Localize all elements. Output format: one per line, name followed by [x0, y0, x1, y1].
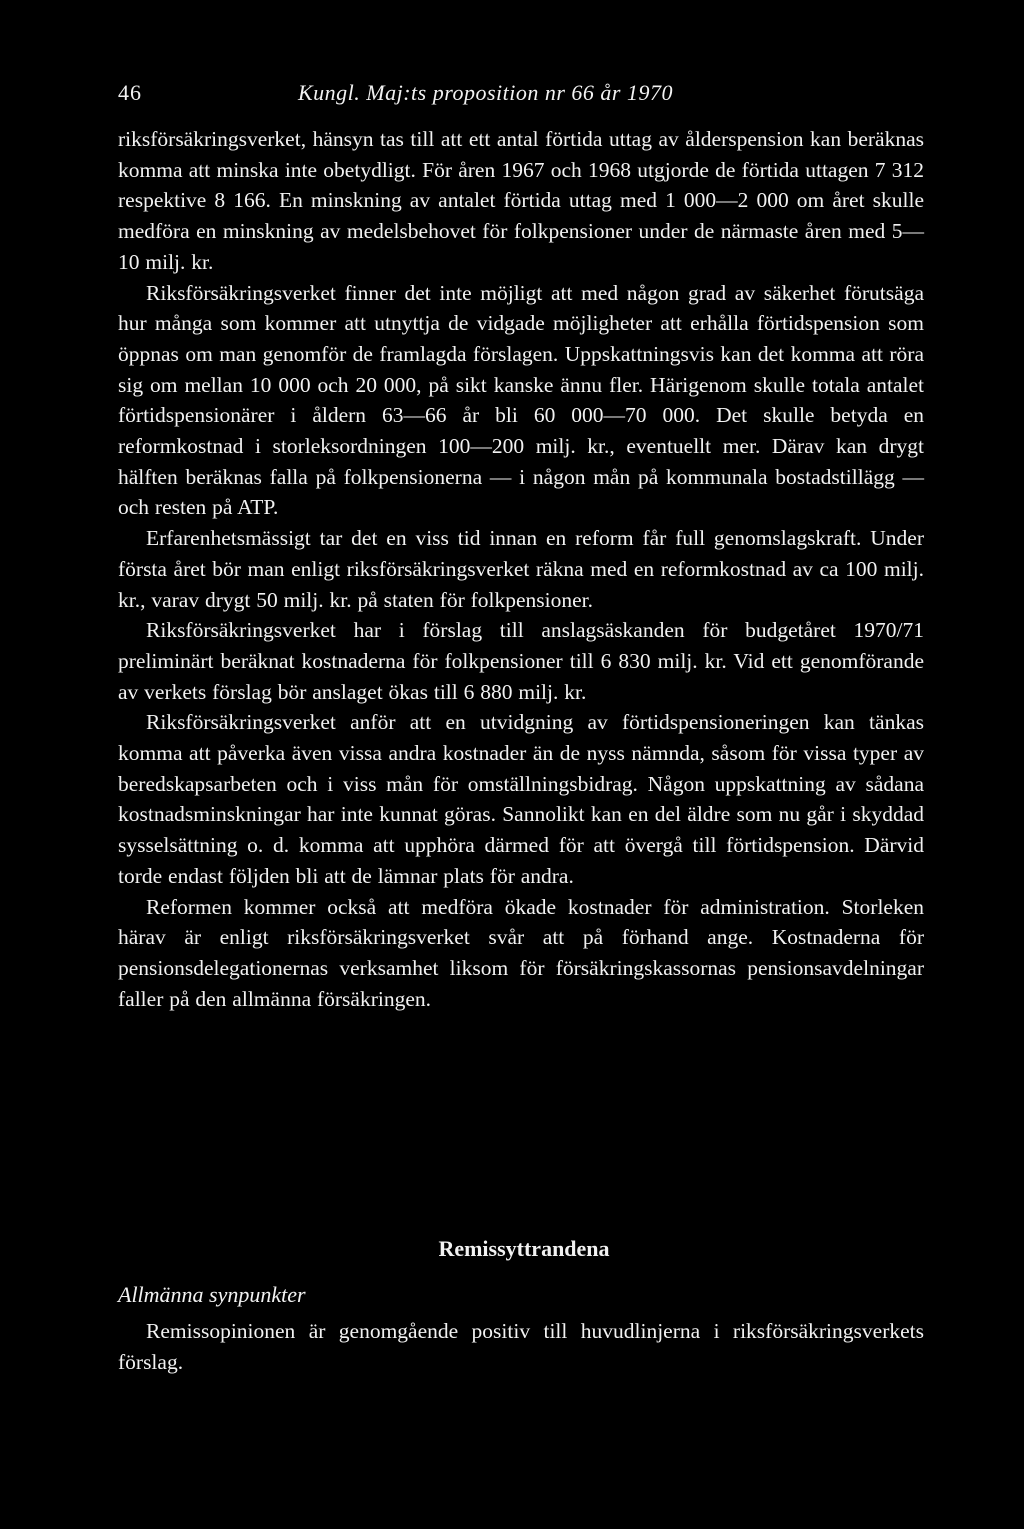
- page-header: [118, 80, 918, 110]
- paragraph: Remissopinionen är genomgående positiv till huvudlinjerna i riksförsäkringsverkets förslag.: [118, 1319, 924, 1374]
- paragraph: Riksförsäkringsverket har i förslag till anslagsäskanden för budgetåret 1970/71 preliminärt beräknat kostnaderna för folkpensioner till 6 830 milj. kr. Vid ett genomförande av verkets förslag bör anslaget ökas till 6 880 milj. kr.: [118, 618, 924, 704]
- paragraph: Riksförsäkringsverket finner det inte möjligt att med någon grad av säkerhet förutsäga hur många som kommer att utnyttja de vidgade möjligheter att erhålla förtidspension som öppnas om man genomför de framlagda förslagen. Uppskattningsvis kan det komma att röra sig om mellan 10 000 och 20 000, på sikt kanske ännu fler. Härigenom skulle totala antalet förtidspensionärer i åldern 63—66 år bli 60 000—70 000. Det skulle betyda en reformkostnad i storleksordningen 100—200 milj. kr., eventuellt mer. Därav kan drygt hälften beräknas falla på folkpensionerna — i någon mån på kommunala bostadstillägg — och resten på ATP.: [118, 280, 924, 520]
- paragraph: Reformen kommer också att medföra ökade kostnader för administration. Storleken härav är enligt riksförsäkringsverket svår att på förhand ange. Kostnaderna för pensionsdelegationernas verksamhet liksom för försäkringskassornas pensionsavdelningar faller på den allmänna försäkringen.: [118, 894, 924, 1011]
- section-subheading: Allmänna synpunkter: [118, 1282, 306, 1307]
- page-number: 46: [118, 80, 142, 105]
- running-title: Kungl. Maj:ts proposition nr 66 år 1970: [298, 80, 673, 105]
- paragraph-continuation: riksförsäkringsverket, hänsyn tas till att ett antal förtida uttag av ålderspension kan beräknas komma att minska inte obetydligt. För åren 1967 och 1968 utgjorde de förtida uttagen 7 312 respektive 8 166. En minskning av antalet förtida uttag med 1 000—2 000 om året skulle medföra en minskning av medelsbehovet för folkpensioner under de närmaste åren med 5—10 milj. kr.: [118, 127, 924, 274]
- paragraph: Erfarenhetsmässigt tar det en viss tid innan en reform får full genomslagskraft. Under första året bör man enligt riksförsäkringsverket räkna med en reformkostnad av ca 100 milj. kr., varav drygt 50 milj. kr. på staten för folkpensioner.: [118, 526, 924, 612]
- paragraph: Riksförsäkringsverket anför att en utvidgning av förtidspensioneringen kan tänkas komma att påverka även vissa andra kostnader än de nyss nämnda, såsom för vissa typer av beredskapsarbeten och i viss mån för omställningsbidrag. Någon uppskattning av sådana kostnadsminskningar har inte kunnat göras. Sannolikt kan en del äldre som nu går i skyddad sysselsättning o. d. komma att upphöra därmed för att övergå till förtidspension. Därvid torde endast följden bli att de lämnar plats för andra.: [118, 710, 924, 888]
- body-text: [118, 124, 924, 1014]
- closing-text: [118, 1316, 924, 1377]
- section-heading: Remissyttrandena: [438, 1236, 610, 1261]
